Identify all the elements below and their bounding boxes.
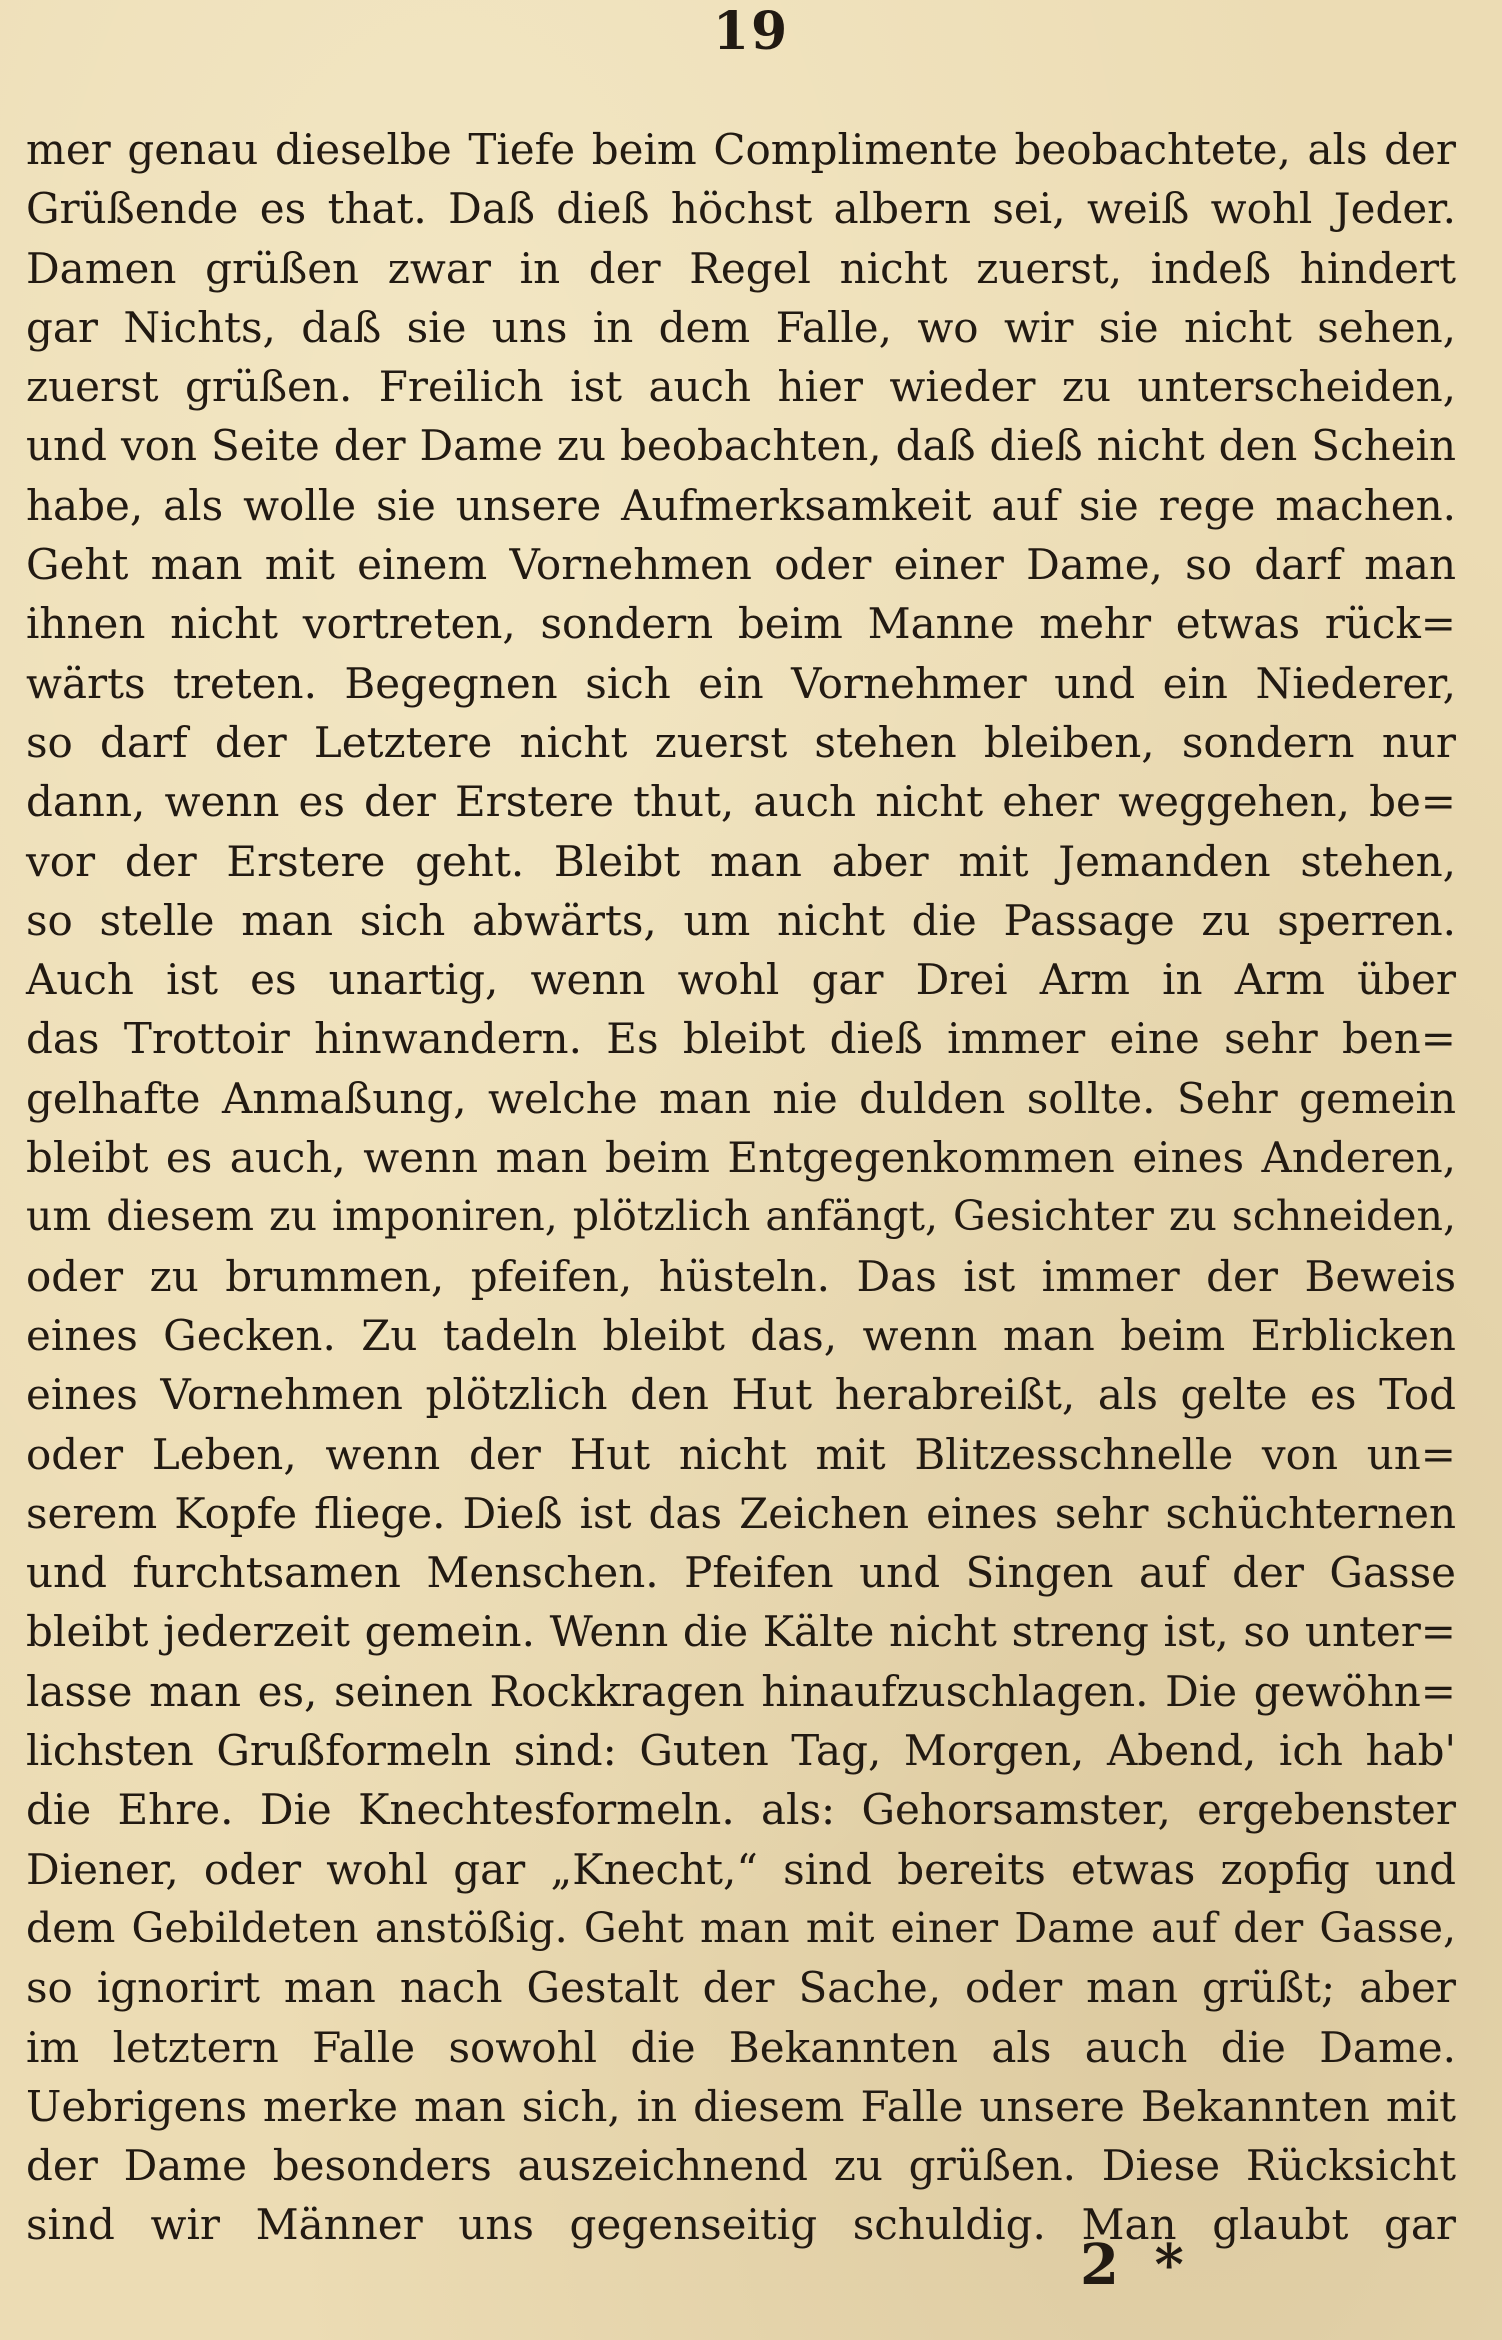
text-line: Damen grüßen zwar in der Regel nicht zuerst, indeß hindert [26, 243, 1456, 293]
text-line: um diesem zu imponiren, plötzlich anfängt, Gesichter zu schneiden, [26, 1192, 1456, 1241]
body-text [26, 120, 1456, 2255]
text-line: bleibt jederzeit gemein. Wenn die Kälte nicht streng ist, so unter= [26, 1607, 1456, 1657]
text-line: so darf der Letztere nicht zuerst stehen bleiben, sondern nur [26, 717, 1456, 767]
text-line: so stelle man sich abwärts, um nicht die Passage zu sperren. [26, 895, 1456, 945]
text-line: der Dame besonders auszeichnend zu grüßen. Diese Rücksicht [26, 2141, 1456, 2191]
text-line: die Ehre. Die Knechtesformeln. als: Gehorsamster, ergebenster [26, 1785, 1456, 1835]
text-line: Geht man mit einem Vornehmen oder einer Dame, so darf man [26, 540, 1456, 590]
text-line: und furchtsamen Menschen. Pfeifen und Singen auf der Gasse [26, 1548, 1456, 1598]
text-line: gelhafte Anmaßung, welche man nie dulden sollte. Sehr gemein [26, 1073, 1456, 1123]
text-line: eines Gecken. Zu tadeln bleibt das, wenn man beim Erblicken [26, 1310, 1456, 1360]
text-line: gar Nichts, daß sie uns in dem Falle, wo wir sie nicht sehen, [26, 302, 1456, 352]
text-line: das Trottoir hinwandern. Es bleibt dieß immer eine sehr ben= [26, 1014, 1456, 1064]
page-number: 19 [712, 1, 790, 62]
text-line: dann, wenn es der Erstere thut, auch nicht eher weggehen, be= [26, 777, 1456, 827]
text-line: so ignorirt man nach Gestalt der Sache, oder man grüßt; aber [26, 1963, 1456, 2013]
text-line: Diener, oder wohl gar „Knecht,“ sind bereits etwas zopfig und [26, 1844, 1456, 1894]
text-line: mer genau dieselbe Tiefe beim Complimente beobachtete, als der [26, 125, 1456, 174]
text-line: vor der Erstere geht. Bleibt man aber mit Jemanden stehen, [26, 836, 1456, 886]
text-line: oder zu brummen, pfeifen, hüsteln. Das ist immer der Beweis [26, 1251, 1456, 1301]
text-line: dem Gebildeten anstößig. Geht man mit einer Dame auf der Gasse, [26, 1903, 1456, 1952]
text-line: wärts treten. Begegnen sich ein Vornehmer und ein Niederer, [26, 658, 1456, 708]
text-line: bleibt es auch, wenn man beim Entgegenkommen eines Anderen, [26, 1133, 1456, 1183]
text-line: lichsten Grußformeln sind: Guten Tag, Morgen, Abend, ich hab' [26, 1726, 1456, 1776]
text-line: zuerst grüßen. Freilich ist auch hier wieder zu unterscheiden, [26, 362, 1456, 412]
text-line: Grüßende es that. Daß dieß höchst albern sei, weiß wohl Jeder. [26, 184, 1456, 234]
text-line: ihnen nicht vortreten, sondern beim Manne mehr etwas rück= [26, 599, 1456, 649]
text-line: habe, als wolle sie unsere Aufmerksamkeit auf sie rege machen. [26, 480, 1456, 530]
text-line: Auch ist es unartig, wenn wohl gar Drei Arm in Arm über [26, 955, 1456, 1005]
signature-mark: 2 * [1080, 2232, 1192, 2298]
text-line: Uebrigens merke man sich, in diesem Falle unsere Bekannten mit [26, 2081, 1456, 2131]
text-line: serem Kopfe fliege. Dieß ist das Zeichen eines sehr schüchternen [26, 1488, 1456, 1538]
text-line: eines Vornehmen plötzlich den Hut herabreißt, als gelte es Tod [26, 1370, 1456, 1420]
text-line: und von Seite der Dame zu beobachten, daß dieß nicht den Schein [26, 421, 1456, 471]
text-line: oder Leben, wenn der Hut nicht mit Blitzesschnelle von un= [26, 1429, 1456, 1479]
text-line: im letztern Falle sowohl die Bekannten als auch die Dame. [26, 2022, 1456, 2072]
text-line: sind wir Männer uns gegenseitig schuldig. Man glaubt gar [26, 2200, 1456, 2250]
text-line: lasse man es, seinen Rockkragen hinaufzuschlagen. Die gewöhn= [26, 1666, 1456, 1716]
